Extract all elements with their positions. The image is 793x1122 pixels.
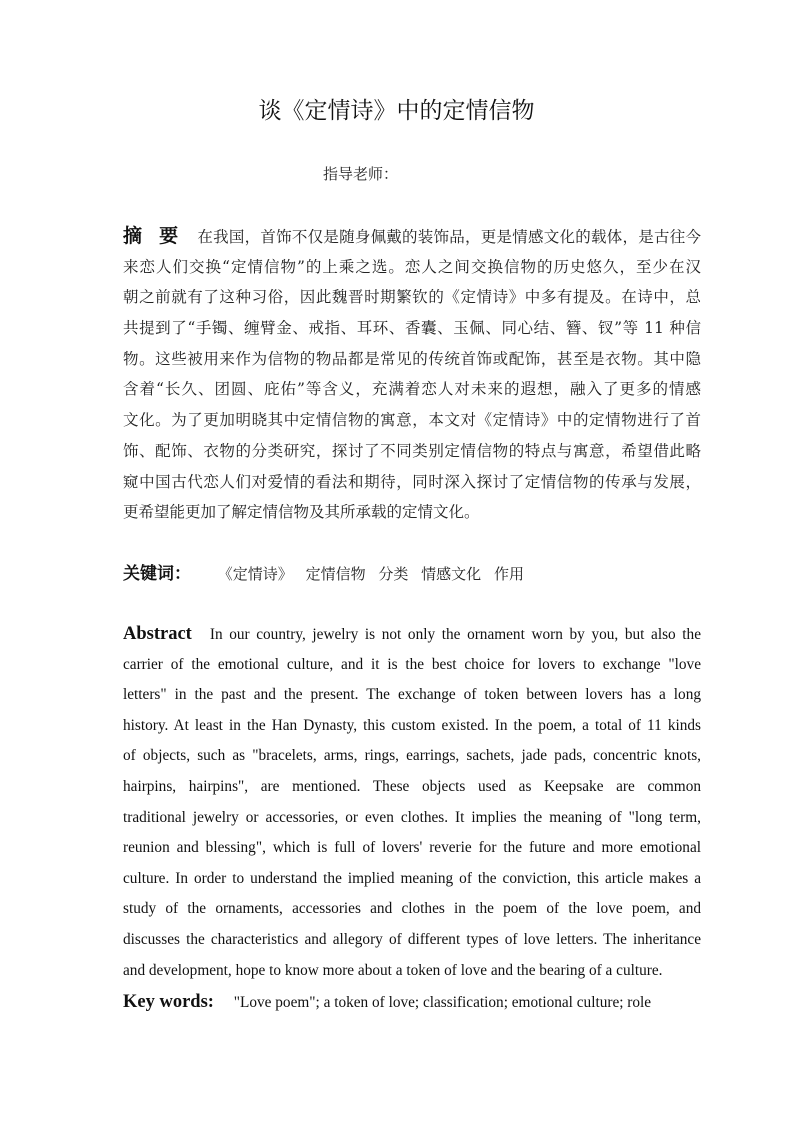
abstract-en-line: discusses the characteristics and allegory of different types of love letters. The inheritance (123, 930, 701, 948)
keywords-en-heading: Key words: (123, 992, 214, 1012)
abstract-en-line (123, 619, 701, 650)
abstract-en-line: culture. In order to understand the implied meaning of the conviction, this article makes a (123, 869, 701, 887)
abstract-zh-line: 来恋人们交换“定情信物”的上乘之选。恋人之间交换信物的历史悠久，至少在汉 (123, 257, 701, 276)
keywords-zh (123, 560, 532, 588)
abstract-zh (123, 221, 701, 528)
abstract-en-heading: Abstract (123, 624, 192, 644)
abstract-en-line: reunion and blessing", which is full of lovers' reverie for the future and more emotional (123, 839, 701, 857)
keywords-zh-heading: 关键词： (123, 564, 191, 584)
keyword-zh: 定情信物 (305, 565, 366, 583)
abstract-zh-line: 含着“长久、团圆、庇佑”等含义，充满着恋人对未来的遐想，融入了更多的情感 (123, 380, 701, 399)
keywords-en-text: "Love poem"; a token of love; classification; emotional culture; role (233, 994, 652, 1011)
abstract-en-line: and development, hope to know more about a token of love and the bearing of a culture. (123, 961, 663, 979)
keywords-en (123, 987, 651, 1018)
abstract-en-line: of objects, such as "bracelets, arms, rings, earrings, sachets, jade pads, concentric knots, (123, 747, 701, 765)
abstract-en-line: history. At least in the Han Dynasty, this custom existed. In the poem, a total of 11 kinds (123, 716, 701, 734)
abstract-zh-line (123, 221, 701, 252)
abstract-zh-text: 在我国，首饰不仅是随身佩戴的装饰品，更是情感文化的载体，是古往今 (197, 228, 701, 246)
abstract-en-text: In our country, jewelry is not only the ornament worn by you, but also the (209, 626, 701, 643)
keyword-zh: 作用 (493, 565, 524, 583)
abstract-zh-heading: 摘 要 (123, 225, 184, 247)
keyword-zh: 情感文化 (421, 565, 482, 583)
abstract-en-line: study of the ornaments, accessories and clothes in the poem of the love poem, and (123, 900, 701, 918)
keyword-zh: 分类 (378, 565, 409, 583)
abstract-en-line: carrier of the emotional culture, and it is the best choice for lovers to exchange "love (123, 655, 701, 673)
abstract-zh-line: 朝之前就有了这种习俗，因此魏晋时期繁钦的《定情诗》中多有提及。在诗中，总 (123, 288, 701, 307)
abstract-zh-line: 更希望能更加了解定情信物及其所承载的定情文化。 (123, 503, 480, 522)
abstract-zh-line: 饰、配饰、衣物的分类研究，探讨了不同类别定情信物的特点与寓意，希望借此略 (123, 441, 701, 460)
abstract-zh-line: 共提到了“手镯、缠臂金、戒指、耳环、香囊、玉佩、同心结、簪、钗”等 11 种信 (123, 319, 701, 338)
abstract-en-line: traditional jewelry or accessories, or even clothes. It implies the meaning of "long term, (123, 808, 701, 826)
paper-title: 谈《定情诗》中的定情信物 (258, 98, 535, 124)
abstract-zh-line: 窥中国古代恋人们对爱情的看法和期待，同时深入探讨了定情信物的传承与发展， (123, 472, 701, 491)
advisor-label: 指导老师： (323, 165, 399, 183)
abstract-en-line: letters" in the past and the present. The exchange of token between lovers has a long (123, 686, 701, 704)
abstract-en (123, 619, 701, 986)
abstract-en-line: hairpins, hairpins", are mentioned. These objects used as Keepsake are common (123, 777, 701, 795)
abstract-zh-line: 文化。为了更加明晓其中定情信物的寓意，本文对《定情诗》中的定情物进行了首 (123, 411, 701, 430)
abstract-zh-line: 物。这些被用来作为信物的物品都是常见的传统首饰或配饰，甚至是衣物。其中隐 (123, 349, 701, 368)
keyword-zh: 《定情诗》 (217, 565, 293, 583)
